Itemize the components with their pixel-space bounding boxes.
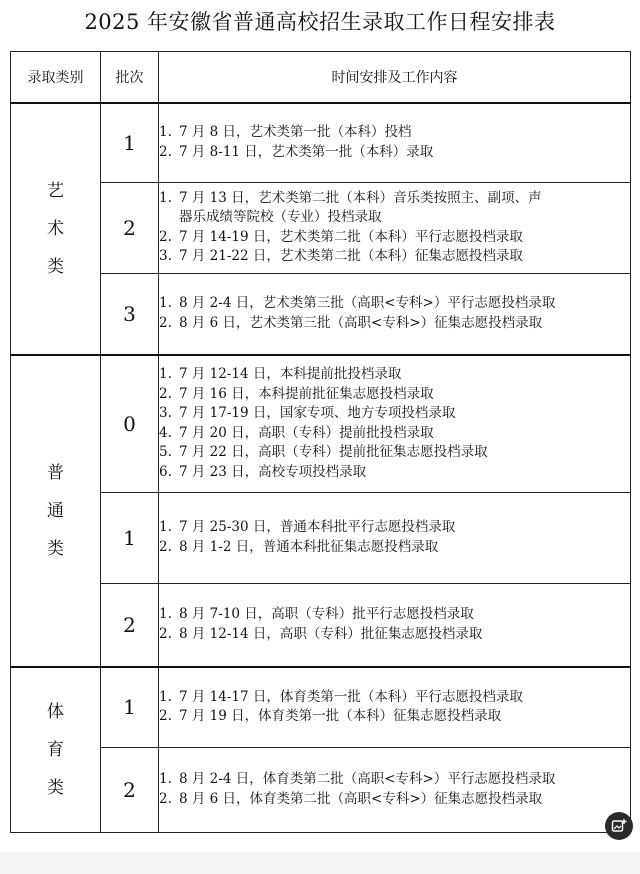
category-char: 类: [47, 257, 64, 277]
item-number: 2.: [159, 708, 172, 725]
item-number: 6.: [159, 463, 172, 480]
batch-cell: 2: [101, 182, 159, 273]
category-char: 术: [47, 219, 64, 239]
batch-cell: 1: [101, 667, 159, 747]
item-number: 1.: [159, 606, 172, 623]
item-text: 7 月 13 日，艺术类第二批（本科）音乐类按照主、副项、声: [179, 189, 542, 206]
category-char: 普: [47, 463, 64, 483]
item-text: 7 月 23 日，高校专项投档录取: [179, 463, 367, 480]
item-number: 2.: [159, 538, 172, 555]
item-number: 2.: [159, 228, 172, 245]
item-text: 7 月 8-11 日，艺术类第一批（本科）录取: [179, 143, 434, 160]
table-row: [11, 103, 631, 182]
item-text: 7 月 19 日，体育类第一批（本科）征集志愿投档录取: [179, 708, 502, 725]
bottom-bar: [0, 852, 640, 874]
item-text: 8 月 7-10 日，高职（专科）批平行志愿投档录取: [179, 606, 474, 623]
list-item: [159, 688, 630, 708]
schedule-list: [159, 688, 630, 727]
item-text: 8 月 2-4 日，体育类第二批（高职<专科>）平行志愿投档录取: [179, 771, 556, 787]
category-cell: [11, 667, 101, 832]
list-item: [159, 385, 630, 405]
item-text: 7 月 16 日，本科提前批征集志愿投档录取: [179, 385, 434, 402]
item-text: 8 月 12-14 日，高职（专科）批征集志愿投档录取: [179, 625, 483, 642]
item-text: 7 月 21-22 日，艺术类第二批（本科）征集志愿投档录取: [179, 248, 523, 264]
item-number: 1.: [159, 124, 172, 141]
page-title: 2025 年安徽省普通高校招生录取工作日程安排表: [84, 10, 556, 34]
content-cell: [159, 273, 631, 355]
item-text: 8 月 6 日，体育类第二批（高职<专科>）征集志愿投档录取: [179, 790, 543, 807]
category-char: 艺: [47, 181, 64, 201]
item-text: 8 月 6 日，艺术类第三批（高职<专科>）征集志愿投档录取: [179, 314, 543, 331]
list-item: [159, 605, 630, 625]
item-text: 7 月 17-19 日，国家专项、地方专项投档录取: [179, 405, 456, 422]
item-number: 2.: [159, 385, 172, 402]
header-category: 录取类别: [11, 52, 101, 104]
item-text: 7 月 12-14 日，本科提前批投档录取: [179, 366, 402, 383]
category-char: 通: [47, 501, 64, 521]
content-cell: [159, 182, 631, 273]
header-row: [11, 52, 631, 104]
list-item: [159, 189, 630, 228]
item-text: 8 月 1-2 日，普通本科批征集志愿投档录取: [179, 538, 439, 555]
table-row: [11, 182, 631, 273]
list-item: [159, 625, 630, 645]
item-number: 1.: [159, 189, 172, 206]
batch-cell: 2: [101, 747, 159, 832]
item-number: 2.: [159, 143, 172, 160]
list-item: [159, 228, 630, 248]
table-row: [11, 747, 631, 832]
category-cell: [11, 355, 101, 667]
batch-cell: 2: [101, 583, 159, 667]
category-cell: [11, 103, 101, 355]
item-text: 8 月 2-4 日，艺术类第三批（高职<专科>）平行志愿投档录取: [179, 295, 556, 312]
item-number: 1.: [159, 771, 172, 787]
item-number: 3.: [159, 248, 172, 264]
item-number: 2.: [159, 625, 172, 642]
content-cell: [159, 103, 631, 182]
list-item: [159, 790, 630, 810]
item-text: 7 月 14-17 日，体育类第一批（本科）平行志愿投档录取: [179, 688, 523, 705]
schedule-list: [159, 294, 630, 333]
list-item: [159, 365, 630, 385]
category-char: 体: [47, 701, 64, 722]
schedule-list: [159, 770, 630, 809]
list-item: [159, 424, 630, 444]
schedule-list: [159, 123, 630, 162]
header-content: 时间安排及工作内容: [159, 52, 631, 104]
schedule-list: [159, 189, 630, 267]
table-row: [11, 583, 631, 667]
schedule-list: [159, 605, 630, 644]
list-item: [159, 463, 630, 483]
list-item: [159, 404, 630, 424]
batch-cell: 1: [101, 103, 159, 182]
category-char: 育: [47, 739, 64, 760]
image-add-icon: [611, 818, 627, 834]
list-item: [159, 770, 630, 790]
list-item: [159, 294, 630, 314]
item-number: 1.: [159, 366, 172, 383]
batch-cell: 3: [101, 273, 159, 355]
schedule-list: [159, 365, 630, 482]
header-batch: 批次: [101, 52, 159, 104]
item-text: 7 月 25-30 日，普通本科批平行志愿投档录取: [179, 519, 456, 535]
table-row: [11, 667, 631, 747]
schedule-list: [159, 518, 630, 557]
item-text: 7 月 14-19 日，艺术类第二批（本科）平行志愿投档录取: [179, 228, 523, 245]
item-number: 3.: [159, 405, 172, 422]
batch-cell: 0: [101, 355, 159, 492]
list-item: [159, 247, 630, 267]
list-item: [159, 143, 630, 163]
list-item: [159, 314, 630, 334]
item-number: 1.: [159, 688, 172, 705]
table-row: [11, 273, 631, 355]
list-item: [159, 518, 630, 538]
item-text-continued: 器乐成绩等院校（专业）投档录取: [179, 209, 382, 225]
list-item: [159, 443, 630, 463]
item-number: 2.: [159, 314, 172, 331]
item-text: 7 月 22 日，高职（专科）提前批征集志愿投档录取: [179, 444, 488, 461]
category-char: 类: [47, 539, 64, 559]
schedule-table: [10, 51, 631, 833]
content-cell: [159, 355, 631, 492]
item-number: 1.: [159, 295, 172, 312]
content-cell: [159, 492, 631, 583]
content-cell: [159, 667, 631, 747]
item-number: 4.: [159, 424, 172, 441]
add-image-button[interactable]: [605, 812, 633, 840]
list-item: [159, 538, 630, 558]
list-item: [159, 707, 630, 727]
table-row: [11, 355, 631, 492]
table-row: [11, 492, 631, 583]
item-number: 5.: [159, 444, 172, 461]
content-cell: [159, 583, 631, 667]
content-cell: [159, 747, 631, 832]
item-number: 2.: [159, 790, 172, 807]
item-text: 7 月 20 日，高职（专科）提前批投档录取: [179, 424, 434, 441]
batch-cell: 1: [101, 492, 159, 583]
item-number: 1.: [159, 519, 172, 535]
item-text: 7 月 8 日，艺术类第一批（本科）投档: [179, 124, 412, 141]
list-item: [159, 123, 630, 143]
schedule-body: [11, 103, 631, 832]
category-char: 类: [47, 777, 64, 798]
